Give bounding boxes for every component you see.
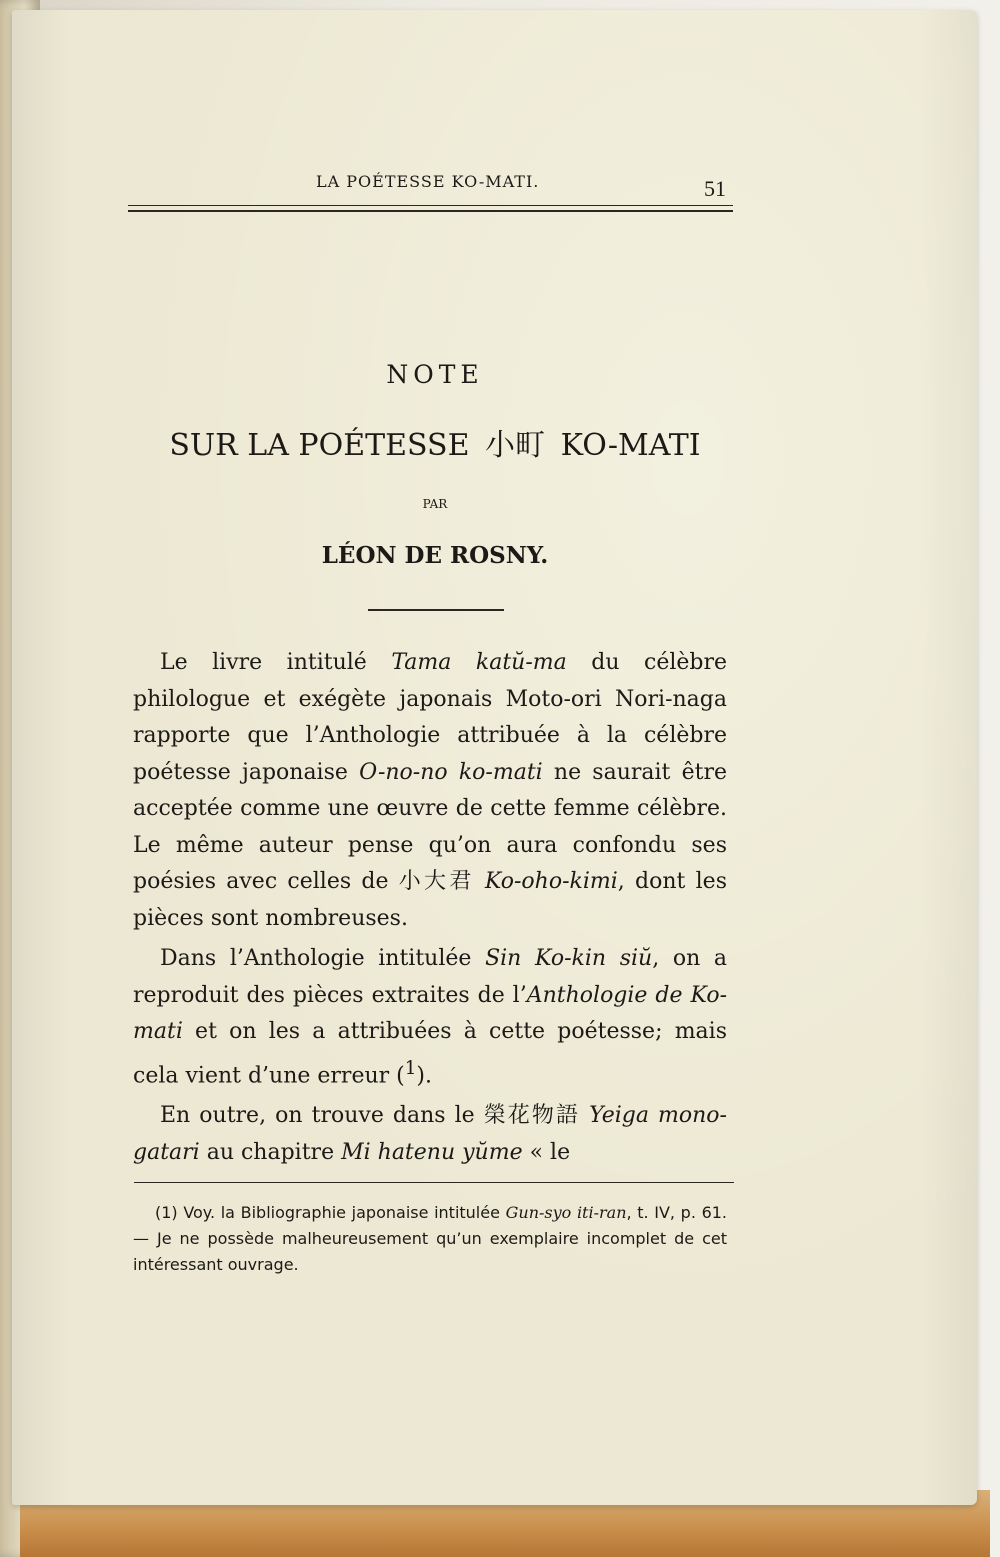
- p1-text-h: , dont les pièces sont nombreuses.: [133, 869, 727, 931]
- p3-text-f: « le: [522, 1139, 571, 1165]
- author-name: LÉON DE ROSNY.: [321, 542, 549, 569]
- p1-italic-d: O-no-no ko-mati: [359, 759, 543, 785]
- p2-italic-d: Anthologie de Ko-mati: [133, 982, 728, 1044]
- p1-italic-g: Ko-oho-kimi: [484, 869, 618, 894]
- p2-text-a: Dans l’Anthologie intitulée: [160, 946, 486, 971]
- footnote-1: [133, 1200, 727, 1278]
- p1-text-c: du célèbre philologue et exégète japonais Moto-ori Nori-naga rapporte que l’Anthologie attribuée à la célèbre poétesse japonaise: [133, 650, 728, 785]
- subtitle-kanji: 小町: [485, 428, 546, 463]
- running-head-title: LA POÉTESSE KO-MATI.: [316, 172, 540, 191]
- p2-text-g: ).: [416, 1062, 432, 1088]
- p3-italic-c: Yeiga mono-gatari: [133, 1103, 727, 1165]
- p2-italic-b: Sin Ko-kin siŭ: [485, 946, 653, 971]
- body-text: [133, 645, 727, 1175]
- p2-text-c: , on a reproduit des pièces extraites de l’: [133, 946, 728, 1008]
- title-subtitle: [140, 420, 730, 464]
- paragraph-3: [133, 1098, 727, 1171]
- p3-text-d: au chapitre: [199, 1139, 342, 1165]
- byline-par: PAR: [422, 497, 448, 511]
- header-rule-thin: [128, 205, 733, 206]
- p1-italic-b: Tama katŭ-ma: [391, 650, 567, 675]
- p1-kanji-f: 小大君: [398, 869, 475, 894]
- p3-text-a: En outre, on trouve dans le: [160, 1103, 484, 1129]
- subtitle-text-pre: SUR LA POÉTESSE: [169, 428, 470, 463]
- subtitle-text-post: KO-MATI: [560, 428, 701, 463]
- footnote-rule: [134, 1182, 734, 1183]
- header-rule-thick: [128, 210, 733, 212]
- page-number: 51: [704, 176, 726, 201]
- title-separator-rule: [368, 609, 504, 611]
- p1-text-e: ne saurait être acceptée comme une œuvre de cette femme célèbre. Le même auteur pense qu’on aura confondu ses poésies avec celles de: [133, 759, 727, 894]
- paragraph-2: [133, 941, 727, 1094]
- p2-text-e: et on les a attribuées à cette poétesse; mais cela vient d’une erreur (: [133, 1019, 727, 1088]
- p3-italic-e: Mi hatenu yŭme: [341, 1139, 523, 1165]
- footnote: [133, 1200, 727, 1278]
- p2-footnote-ref: 1: [404, 1057, 417, 1079]
- p1-text-a: Le livre intitulé: [160, 650, 392, 675]
- paragraph-1: [133, 645, 727, 937]
- fn-text-c: , t. IV, p. 61. — Je ne possède malheureusement qu’un exemplaire incomplet de cet intéressant ouvrage.: [133, 1203, 728, 1274]
- fn-text-a: (1) Voy. la Bibliographie japonaise intitulée: [155, 1203, 506, 1222]
- p3-kanji-b: 榮花物語: [483, 1103, 581, 1129]
- title-note: NOTE: [386, 360, 484, 389]
- fn-italic-b: Gun-syo iti-ran: [505, 1203, 627, 1222]
